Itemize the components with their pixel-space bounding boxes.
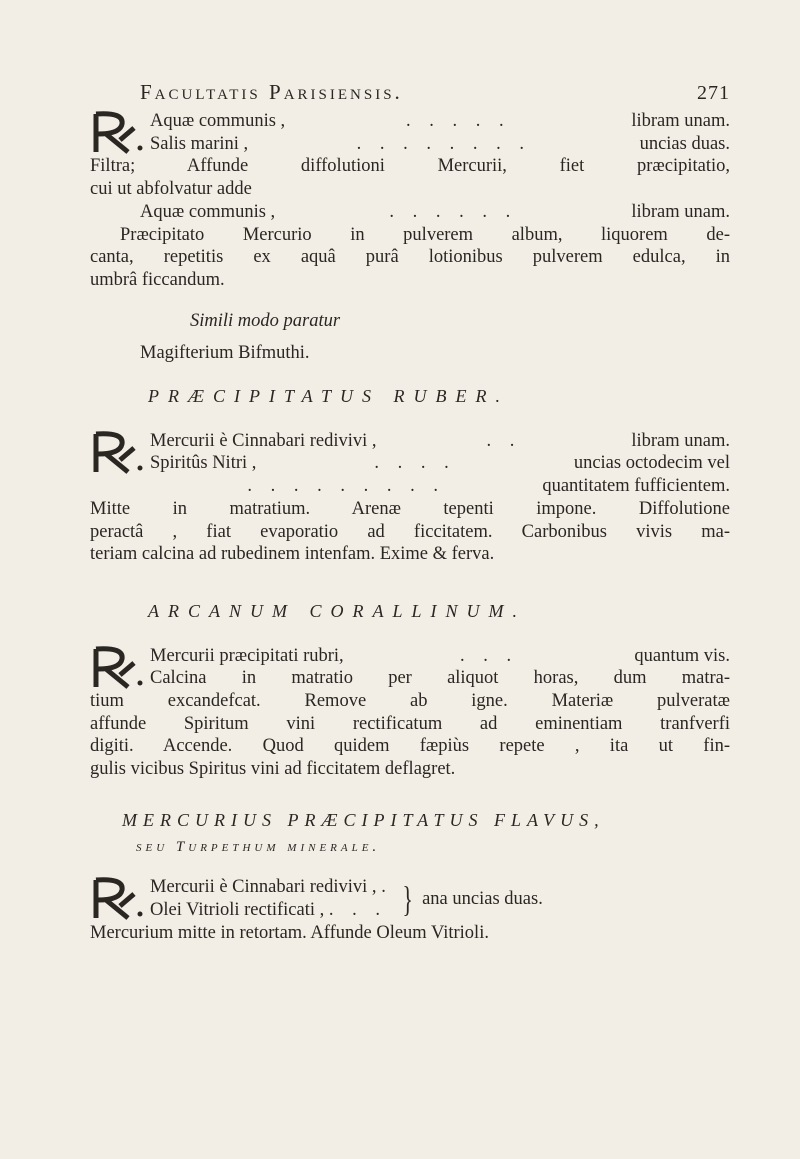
recipe-arcanum-corallinum	[90, 645, 730, 690]
recipe-turpethum-minerale	[90, 876, 730, 921]
ingredient-row	[150, 133, 730, 156]
ingredient-amount: libram unam.	[631, 430, 730, 451]
ingredient-row	[90, 201, 730, 224]
leader-dots: . . . . . . . . .	[247, 476, 445, 497]
ingredient-name: Spiritûs Nitri ,	[150, 453, 257, 474]
section-title: MERCURIUS PRÆCIPITATUS FLAVUS,	[122, 809, 605, 830]
leader-dots: . .	[486, 430, 522, 451]
ingredient-amount: quantum vis.	[634, 645, 730, 666]
leader-dots: . . . . .	[405, 111, 511, 131]
body-line: umbrâ ficcandum.	[90, 269, 225, 290]
ingredient-name: Salis marini ,	[150, 133, 249, 154]
rx-symbol-icon	[90, 645, 146, 689]
body-line: Mercurium mitte in retortam. Affunde Oleum Vitrioli.	[90, 922, 489, 943]
ingredient-row	[150, 110, 730, 133]
running-header	[140, 80, 730, 105]
body-line: Calcina in matratio per aliquot horas, dum matra-	[150, 668, 730, 689]
section-title: ARCANUM CORALLINUM.	[148, 600, 526, 621]
page-content	[90, 110, 730, 944]
recipe-praecipitatus-ruber	[90, 430, 730, 498]
ingredient-row	[150, 899, 393, 922]
body-line: cui ut abfolvatur adde	[90, 179, 252, 200]
ingredient-group	[150, 876, 730, 921]
ingredient-name: Mercurii è Cinnabari redivivi ,	[150, 877, 377, 898]
body-line: Filtra; Affunde diffolutioni Mercurii, fiet præcipitatio,	[90, 156, 730, 177]
body-line: Mitte in matratium. Arenæ tepenti impone. Diffolutione	[90, 498, 730, 519]
ingredient-row	[150, 876, 393, 899]
leader-dots: . . . . . . . .	[356, 133, 532, 154]
leader-dots: .	[381, 877, 393, 898]
rx-symbol-icon	[90, 876, 146, 920]
ingredient-amount: libram unam.	[631, 111, 730, 131]
ingredient-name: Aquæ communis ,	[150, 111, 286, 131]
ingredient-amount: libram unam.	[631, 201, 730, 222]
body-line: tium excandefcat. Remove ab igne. Materiæ pulveratæ	[90, 691, 730, 712]
recipe-aqua-communis	[90, 110, 730, 155]
ingredient-row	[150, 452, 730, 475]
ingredient-name: Olei Vitrioli rectificati ,	[150, 899, 325, 920]
rx-symbol-icon	[90, 110, 146, 154]
brace-icon: }	[402, 878, 413, 919]
ingredient-name: Mercurii præcipitati rubri,	[150, 645, 344, 666]
leader-dots: . . . .	[374, 453, 456, 474]
running-title: Facultatis Parisiensis.	[140, 80, 403, 104]
section-title: PRÆCIPITATUS RUBER.	[148, 386, 509, 407]
body-line: affunde Spiritum vini rectificatum ad eminentiam tranfverfi	[90, 713, 730, 734]
ingredient-name: Mercurii è Cinnabari redivivi ,	[150, 430, 377, 451]
ingredient-amount: uncias octodecim vel	[573, 453, 730, 474]
note-line: Magifterium Bifmuthi.	[140, 343, 310, 364]
rx-symbol-icon	[90, 430, 146, 474]
leader-dots: . . .	[459, 645, 519, 666]
ingredient-row	[150, 475, 730, 498]
body-line: peractâ , fiat evaporatio ad ficcitatem. Carbonibus vivis ma-	[90, 521, 730, 542]
body-line: Præcipitato Mercurio in pulverem album, liquorem de-	[120, 224, 730, 245]
note-line: Simili modo paratur	[190, 310, 341, 331]
section-subtitle: seu Turpethum minerale.	[136, 838, 381, 855]
ingredient-amount: ana uncias duas.	[422, 888, 543, 909]
ingredient-amount: quantitatem fufficientem.	[542, 476, 730, 497]
leader-dots: . . . . . .	[389, 201, 518, 222]
ingredient-amount: uncias duas.	[639, 133, 730, 154]
body-line: teriam calcina ad rubedinem intenfam. Exime & ferva.	[90, 544, 495, 565]
page-number: 271	[697, 82, 730, 104]
ingredient-row	[150, 645, 730, 668]
body-line: gulis vicibus Spiritus vini ad ficcitatem deflagret.	[90, 759, 456, 780]
body-line: canta, repetitis ex aquâ purâ lotionibus pulverem edulca, in	[90, 247, 730, 268]
ingredient-row	[150, 430, 730, 453]
leader-dots: . . .	[328, 899, 387, 920]
body-line: digiti. Accende. Quod quidem fæpiùs repete , ita ut fin-	[90, 736, 730, 757]
ingredient-name: Aquæ communis ,	[140, 201, 276, 222]
